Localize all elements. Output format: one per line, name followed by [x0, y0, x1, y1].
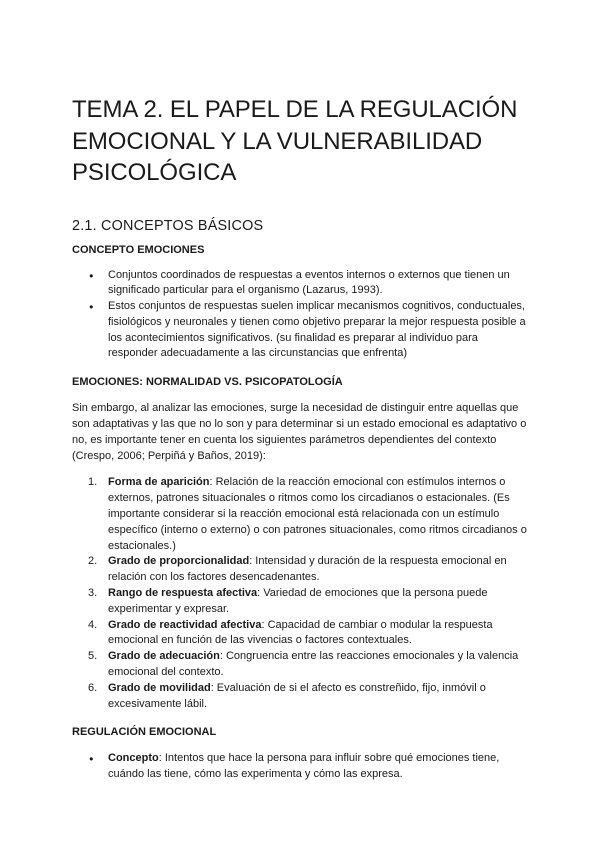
list-item: ● Concepto: Intentos que hace la persona para influir sobre qué emociones tiene, cuándo las tiene, cómo las experimenta y cómo las expresa. [72, 751, 530, 783]
list-item: ● Conjuntos coordinados de respuestas a eventos internos o externos que tienen un significado particular para el organismo (Lazarus, 1993). [72, 268, 530, 300]
regulacion-list [72, 751, 530, 783]
list-item: 2. Grado de proporcionalidad: Intensidad y duración de la respuesta emocional en relación con los factores desencadenantes. [88, 555, 507, 584]
regulacion-heading: REGULACIÓN EMOCIONAL [72, 726, 217, 739]
normalidad-heading: EMOCIONES: NORMALIDAD VS. PSICOPATOLOGÍA [72, 376, 343, 389]
list-item: 3. Rango de respuesta afectiva: Variedad de emociones que la persona puede experimentar y expresar. [88, 587, 488, 615]
list-item: ● Estos conjuntos de respuestas suelen implicar mecanismos cognitivos, conductuales, fisiológicos y neuronales y tienen como objetivo preparar la mejor respuesta posible a los acontecimientos significativos. (su finalidad es preparar al individuo para responder adecuadamente a las circunstancias que enfrenta) [72, 299, 530, 362]
list-item: 5. Grado de adecuación: Congruencia entre las reacciones emocionales y la valencia emocional del contexto. [88, 650, 519, 679]
document-page [72, 94, 530, 783]
normalidad-intro: Sin embargo, al analizar las emociones, surge la necesidad de distinguir entre aquellas que son adaptativas y las que no lo son y para determinar si un estado emocional es adaptativo o no, es importante tener en cuenta los siguientes parámetros dependientes del contexto (Crespo, 2006; Perpiñá y Baños, 2019): [72, 402, 527, 462]
list-item: 4. Grado de reactividad afectiva: Capacidad de cambiar o modular la respuesta emocional en función de las vivencias o factores contextuales. [88, 618, 493, 647]
parametros-list [72, 475, 530, 712]
title-line: TEMA 2. EL PAPEL DE LA REGULACIÓN [72, 96, 518, 123]
title-line: EMOCIONAL Y LA VULNERABILIDAD [72, 127, 483, 155]
concepto-heading: CONCEPTO EMOCIONES [72, 243, 205, 256]
section-heading: 2.1. CONCEPTOS BÁSICOS [72, 217, 264, 234]
title-line: PSICOLÓGICA [72, 159, 237, 186]
list-item: 6. Grado de movilidad: Evaluación de si el afecto es constreñido, fijo, inmóvil o excesivamente lábil. [88, 681, 486, 710]
list-item: 1. Forma de aparición: Relación de la reacción emocional con estímulos internos o externos, patrones situacionales o ritmos como los circadianos o estacionales. (Es importante considerar si la reacción emocional está relacionada con un estímulo específico (interno o externo) o con patrones situacionales, como ritmos circadianos o estacionales.) [88, 476, 527, 552]
document-title [72, 94, 530, 189]
concepto-list [72, 268, 530, 363]
